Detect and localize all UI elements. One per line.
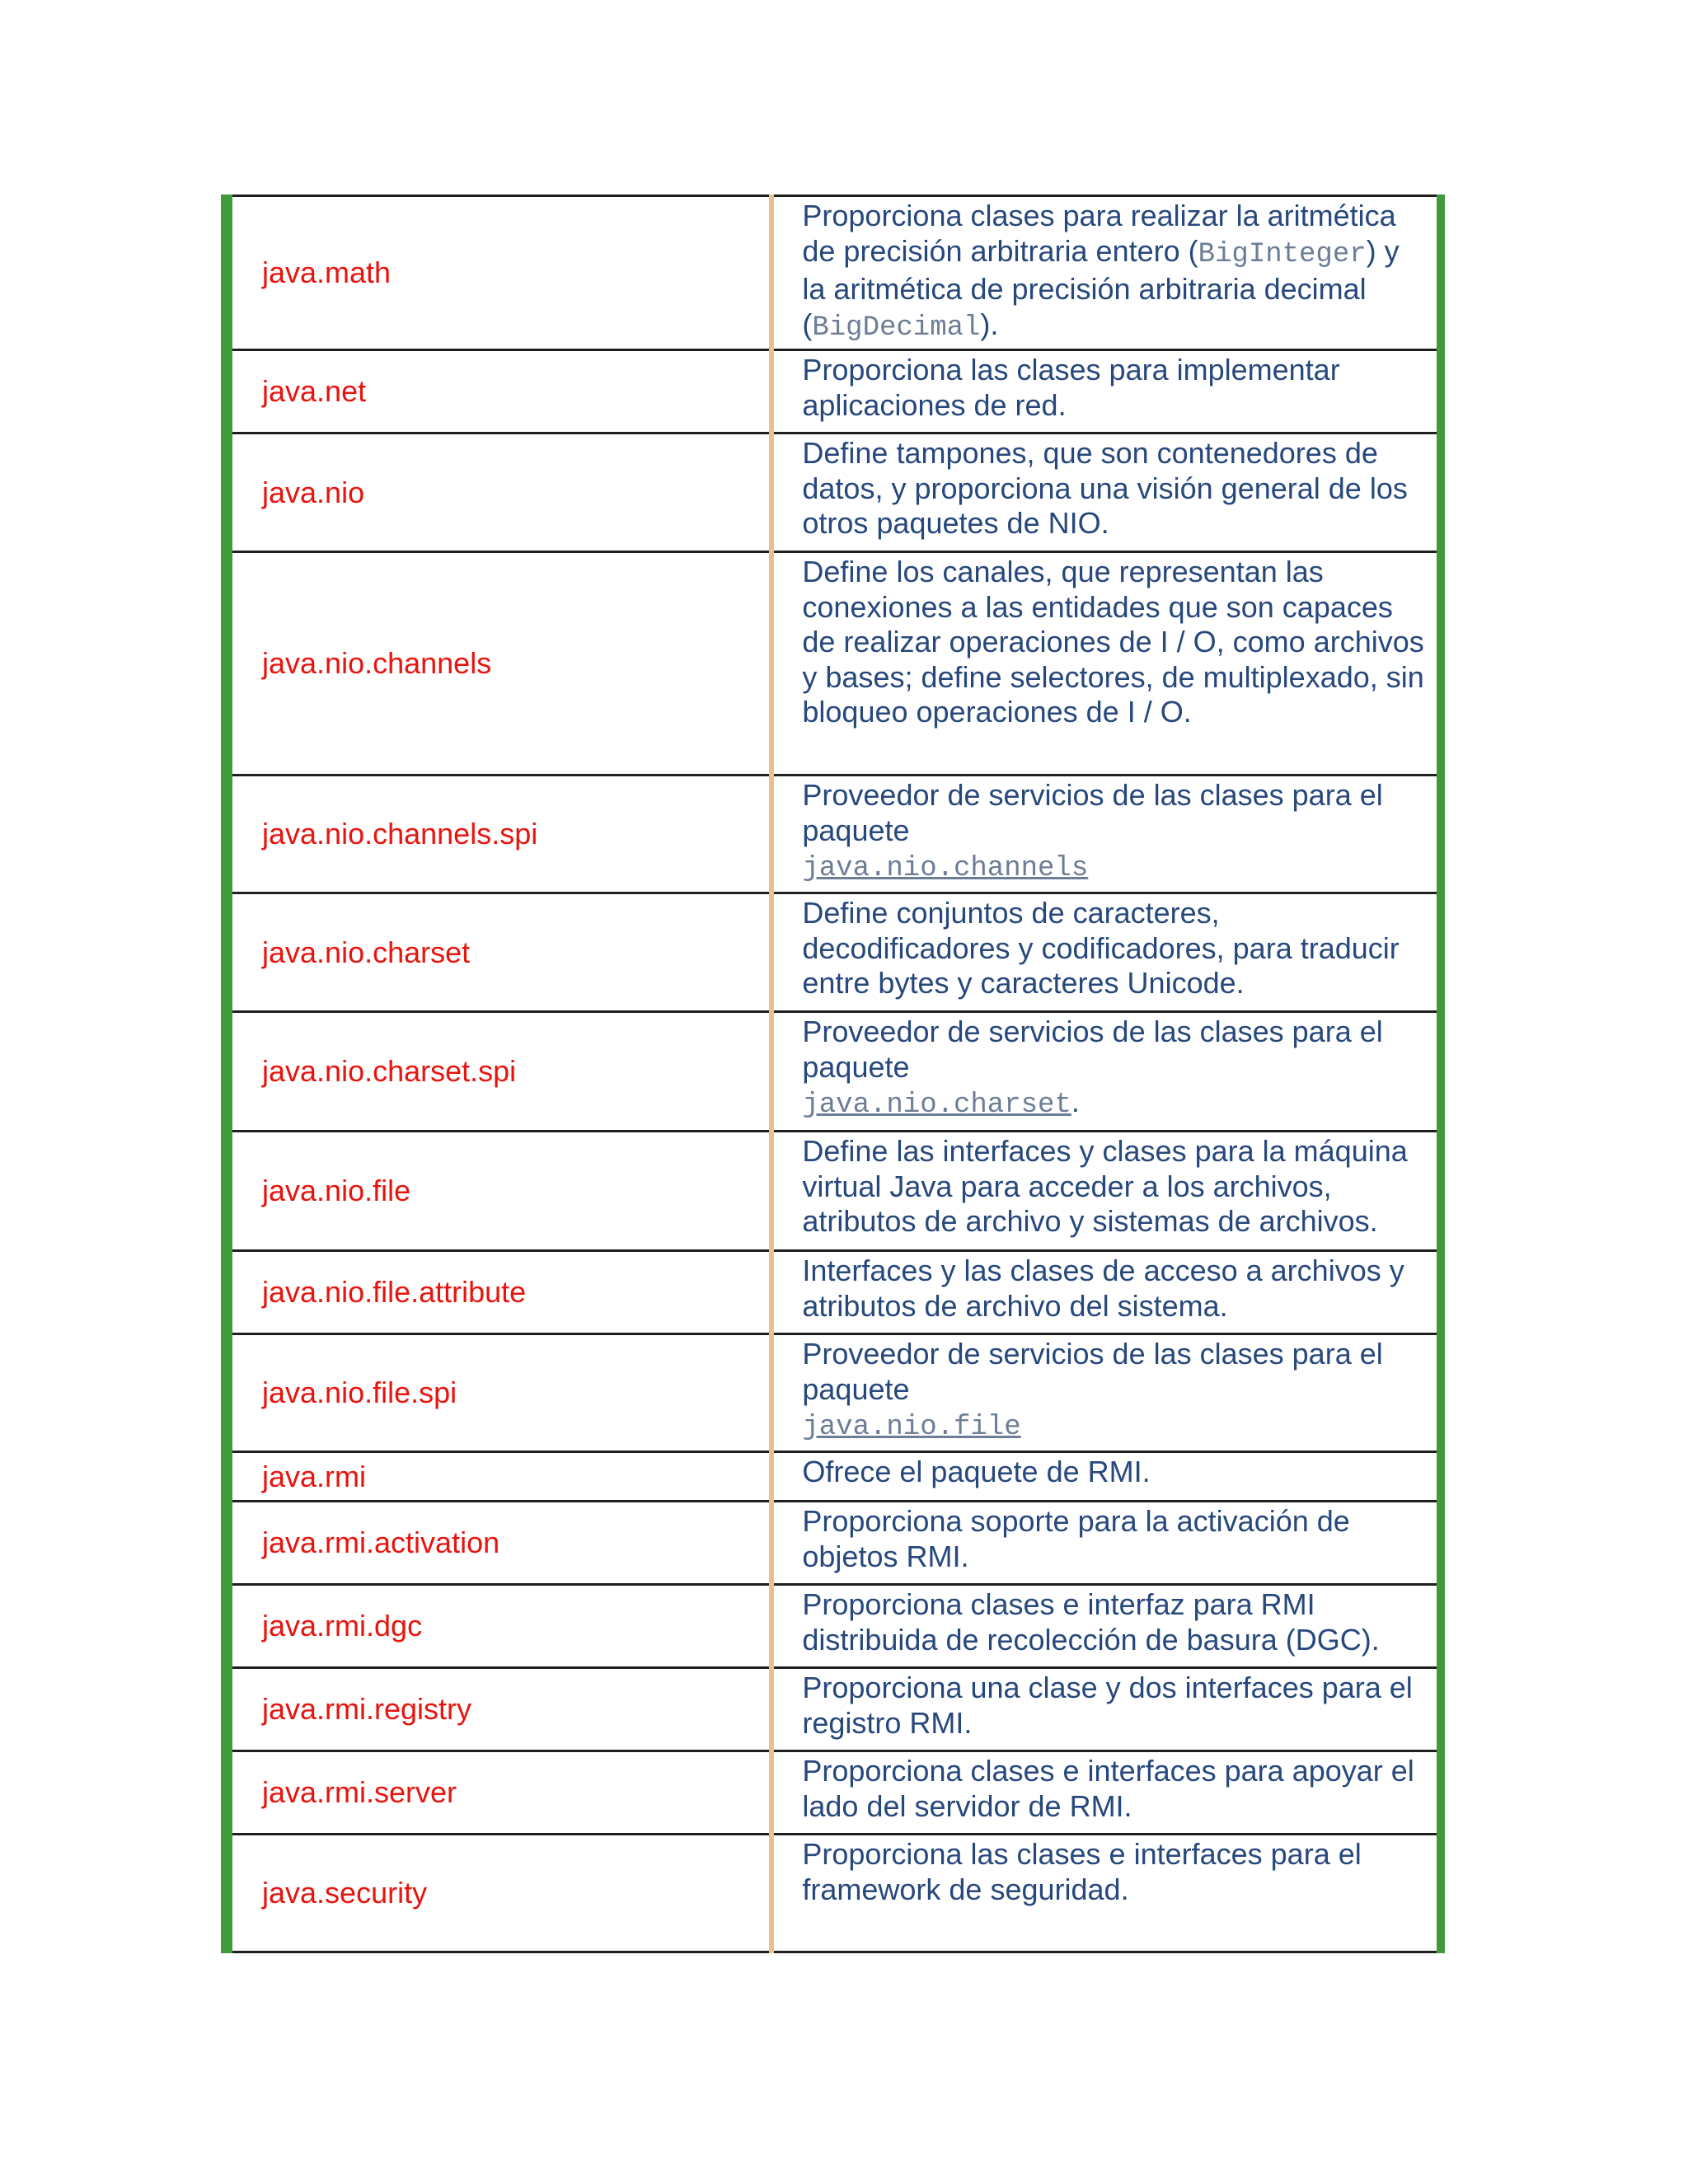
- package-name: java.nio.file.spi: [227, 1334, 771, 1452]
- code-bigdecimal-class: BigDecimal: [812, 312, 981, 344]
- package-link[interactable]: java.nio.charset: [802, 1090, 1071, 1121]
- package-name: java.security: [227, 1835, 771, 1952]
- table-row: [227, 1132, 1441, 1251]
- package-description: Proporciona clases e interfaces para apoyar el lado del servidor de RMI.: [771, 1751, 1441, 1835]
- table-row: [227, 776, 1441, 893]
- package-description: Proveedor de servicios de las clases para el paquete java.nio.charset.: [771, 1012, 1441, 1132]
- package-name: java.rmi.registry: [227, 1668, 771, 1751]
- package-description: Proporciona clases e interfaz para RMI distribuida de recolección de basura (DGC).: [771, 1585, 1441, 1668]
- table-row: [227, 1835, 1441, 1952]
- table-row: [227, 1251, 1441, 1334]
- table-row: [227, 1751, 1441, 1835]
- table-row: [227, 1502, 1441, 1585]
- table-row: [227, 1585, 1441, 1668]
- package-link[interactable]: java.nio.file: [802, 1412, 1021, 1443]
- package-name: java.rmi: [227, 1452, 771, 1502]
- package-description: Proporciona una clase y dos interfaces para el registro RMI.: [771, 1668, 1441, 1751]
- package-name: java.nio: [227, 434, 771, 552]
- table-row: [227, 196, 1441, 350]
- package-name: java.rmi.server: [227, 1751, 771, 1835]
- package-description: Define los canales, que representan las conexiones a las entidades que son capaces de realizar operaciones de I / O, como archivos y bases; define selectores, de multiplexado, sin bloqueo operaciones de I / O.: [771, 552, 1441, 776]
- table-row: [227, 1668, 1441, 1751]
- package-name: java.nio.file.attribute: [227, 1251, 771, 1334]
- package-name: java.nio.charset.spi: [227, 1012, 771, 1132]
- package-description: Proporciona las clases e interfaces para el framework de seguridad.: [802, 1837, 1362, 1906]
- table-row: [227, 434, 1441, 552]
- package-name: java.rmi.activation: [227, 1502, 771, 1585]
- code-bigdecimal-class: BigInteger: [1198, 238, 1367, 270]
- package-description: Ofrece el paquete de RMI.: [771, 1452, 1441, 1502]
- package-name: java.nio.file: [227, 1132, 771, 1251]
- package-description: Proporciona soporte para la activación de objetos RMI.: [771, 1502, 1441, 1585]
- package-description: Define las interfaces y clases para la máquina virtual Java para acceder a los archivos, atributos de archivo y sistemas de archivos.: [771, 1132, 1441, 1251]
- package-description: Interfaces y las clases de acceso a archivos y atributos de archivo del sistema.: [771, 1251, 1441, 1334]
- package-name: java.rmi.dgc: [227, 1585, 771, 1668]
- package-description: Proporciona clases para realizar la aritmética de precisión arbitraria entero (BigInteger) y la aritmética de precisión arbitraria decimal (BigDecimal).: [771, 196, 1441, 350]
- table-row: [227, 552, 1441, 776]
- package-description: Proporciona las clases para implementar aplicaciones de red.: [771, 350, 1441, 434]
- package-description: Proveedor de servicios de las clases para el paquete java.nio.file: [771, 1334, 1441, 1452]
- package-name: java.nio.channels.spi: [227, 776, 771, 893]
- package-name: java.net: [227, 350, 771, 434]
- table-row: [227, 1452, 1441, 1502]
- package-description: Define conjuntos de caracteres, decodificadores y codificadores, para traducir entre bytes y caracteres Unicode.: [771, 893, 1441, 1012]
- table-row: [227, 350, 1441, 434]
- package-link[interactable]: java.nio.channels: [802, 853, 1089, 884]
- table-row: [227, 1012, 1441, 1132]
- package-name: java.math: [227, 196, 771, 350]
- package-description: Define tampones, que son contenedores de datos, y proporciona una visión general de los otros paquetes de NIO.: [771, 434, 1441, 552]
- table-row: [227, 893, 1441, 1012]
- package-description: Proveedor de servicios de las clases para el paquete java.nio.channels: [771, 776, 1441, 893]
- package-name: java.nio.charset: [227, 893, 771, 1012]
- table-row: [227, 1334, 1441, 1452]
- package-name: java.nio.channels: [227, 552, 771, 776]
- package-table: [221, 194, 1445, 1953]
